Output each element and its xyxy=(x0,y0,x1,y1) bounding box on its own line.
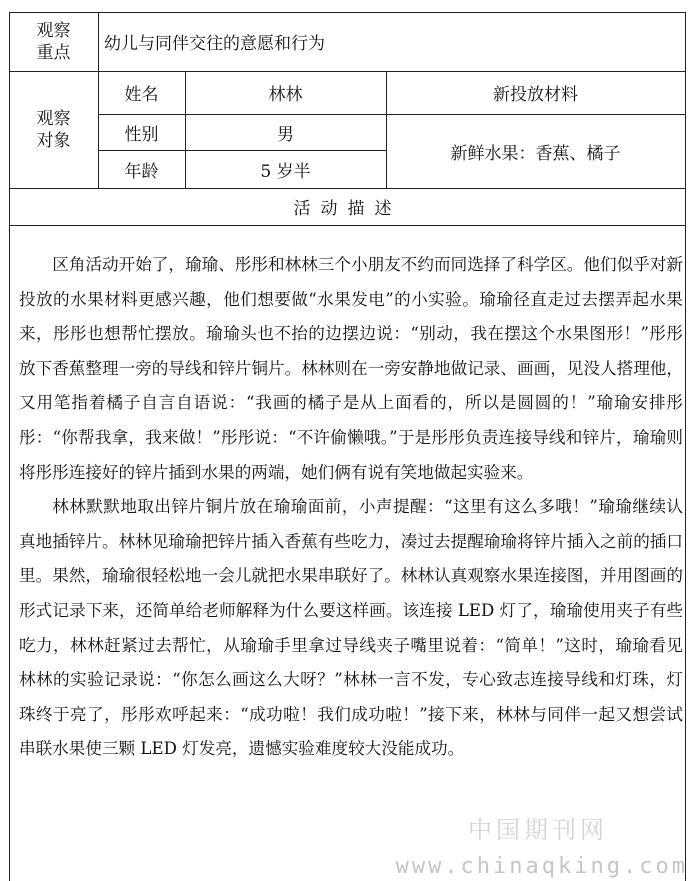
description-header: 活动描述 xyxy=(293,199,402,219)
material-value: 新鲜水果：香蕉、橘子 xyxy=(450,143,621,164)
age-label: 年龄 xyxy=(124,161,159,182)
object-label-line2: 对象 xyxy=(36,130,71,151)
object-label-line1: 观察 xyxy=(36,108,71,129)
object-label xyxy=(9,71,98,188)
focus-label-line2: 重点 xyxy=(36,42,71,63)
paragraph-1: 区角活动开始了，瑜瑜、彤彤和林林三个小朋友不约而同选择了科学区。他们似乎对新投放的水果材料更感兴趣，他们想要做“水果发电”的小实验。瑜瑜径直走过去摆弄起水果来，彤彤也想帮忙摆放。瑜瑜头也不抬的边摆边说：“别动，我在摆这个水果图形！”彤彤放下香蕉整理一旁的导线和锌片铜片。林林则在一旁安静地做记录、画画，见没人搭理他，又用笔指着橘子自言自语说：“我画的橘子是从上面看的，所以是圆圆的！”瑜瑜安排彤彤：“你帮我拿，我来做！”彤彤说：“不许偷懒哦。”于是彤彤负责连接导线和锌片，瑜瑜则将彤彤连接好的锌片插到水果的两端，她们俩有说有笑地做起实验来。 xyxy=(19,255,683,482)
paragraph-2: 林林默默地取出锌片铜片放在瑜瑜面前，小声提醒：“这里有这么多哦！”瑜瑜继续认真地插锌片。林林见瑜瑜把锌片插入香蕉有些吃力，凑过去提醒瑜瑜将锌片插入之前的插口里。果然，瑜瑜很轻松地一会儿就把水果串联好了。林林认真观察水果连接图，并用图画的形式记录下来，还简单给老师解释为什么要这样画。该连接 LED 灯了，瑜瑜使用夹子有些吃力，林林赶紧过去帮忙，从瑜瑜手里拿过导线夹子嘴里说着：“简单！”这时，瑜瑜看见林林的实验记录说：“你怎么画这么大呀？”林林一言不发，专心致志连接导线和灯珠，灯珠终于亮了，彤彤欢呼起来：“成功啦！我们成功啦！”接下来，林林与同伴一起又想尝试串联水果使三颗 LED 灯发亮，遗憾实验难度较大没能成功。 xyxy=(19,497,683,759)
watermark-cn: 中国期刊网 xyxy=(468,816,608,844)
focus-value-text: 幼儿与同伴交往的意愿和行为 xyxy=(104,34,325,54)
name-label: 姓名 xyxy=(124,85,159,105)
focus-label-line1: 观察 xyxy=(36,20,71,41)
gender-value: 男 xyxy=(277,124,294,145)
gender-label: 性别 xyxy=(124,124,159,145)
name-value: 林林 xyxy=(268,85,303,105)
activity-description xyxy=(19,248,683,767)
material-header: 新投放材料 xyxy=(493,85,578,105)
age-value: 5 岁半 xyxy=(260,161,311,182)
watermark-url: www.chinaqking.com xyxy=(395,854,688,879)
focus-value xyxy=(98,12,685,71)
table-rule-5 xyxy=(9,225,686,226)
focus-label xyxy=(9,12,98,71)
table-border-right xyxy=(685,12,686,881)
